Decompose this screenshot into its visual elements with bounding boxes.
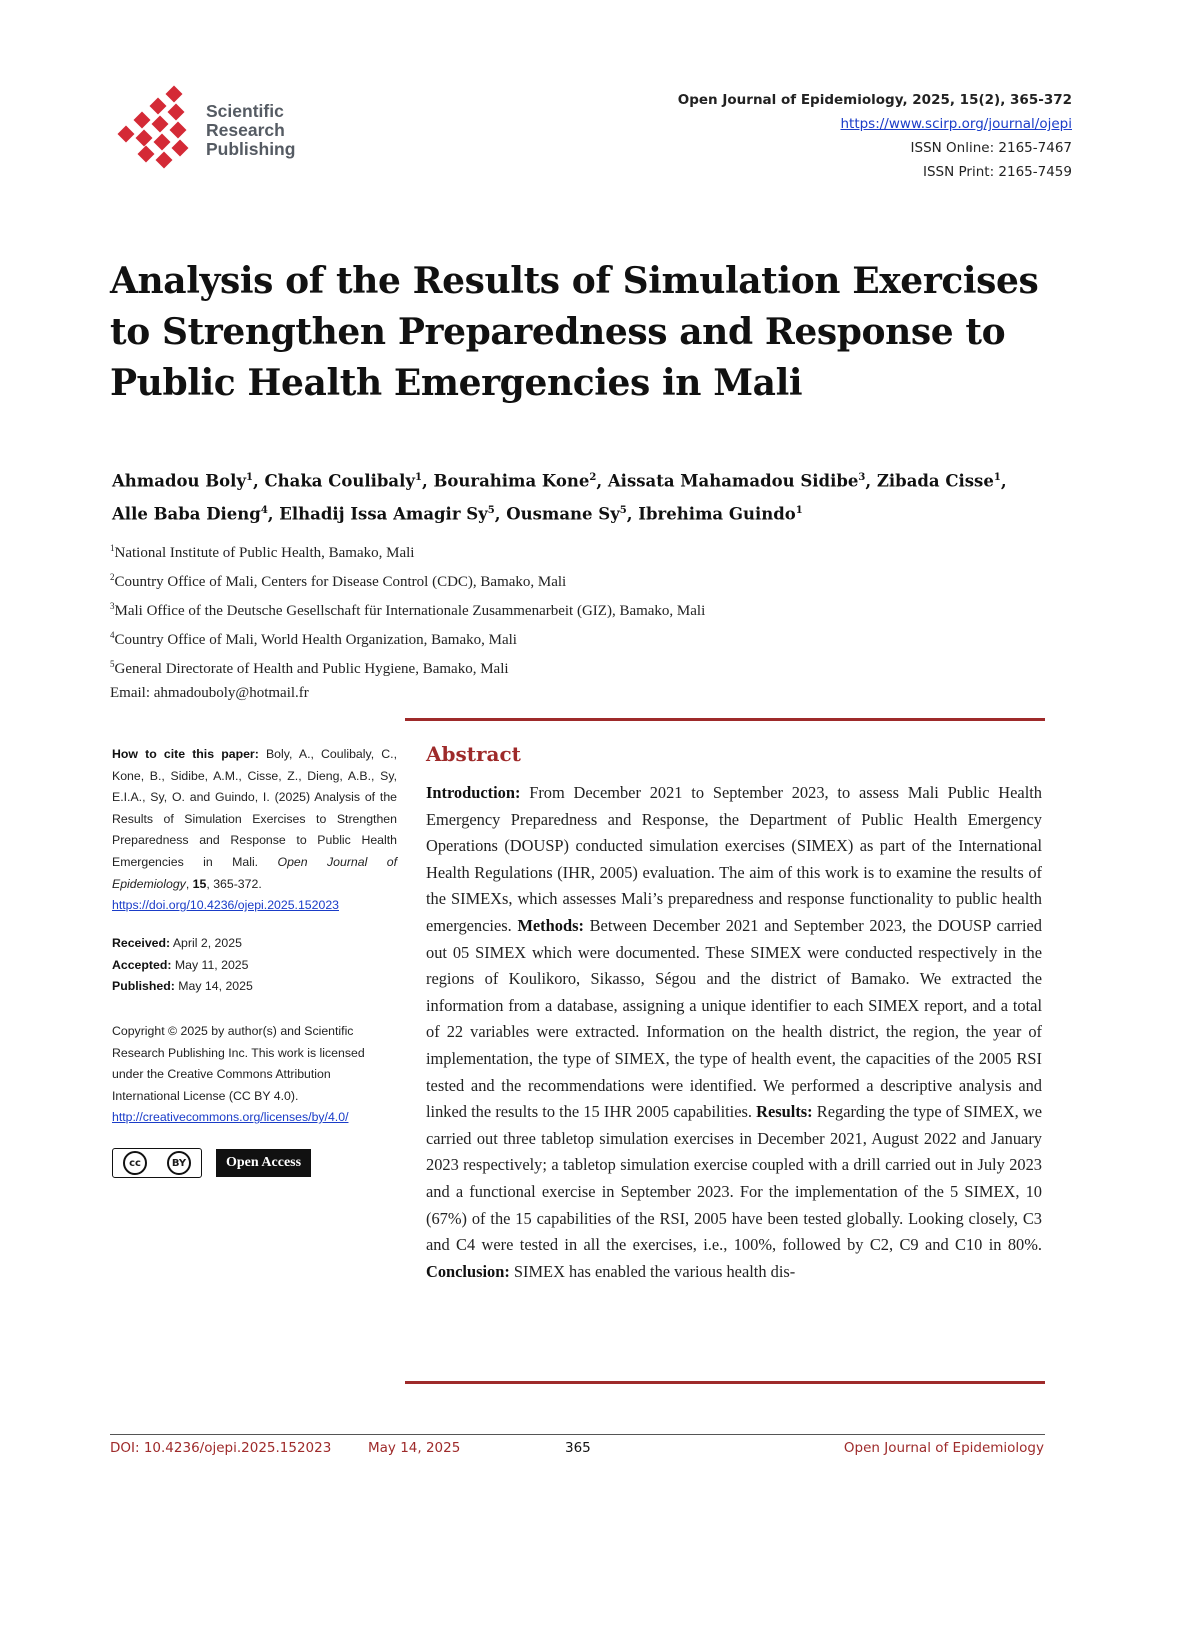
affiliation-text: Mali Office of the Deutsche Gesellschaft für Internationale Zusammenarbeit (GIZ), Bamako, Mali — [114, 603, 706, 619]
author-sup: 3 — [858, 472, 866, 483]
author-sup: 2 — [589, 472, 597, 483]
title-line: Public Health Emergencies in Mali — [110, 362, 803, 404]
issn-online: ISSN Online: 2165-7467 — [910, 140, 1072, 156]
author-sup: 5 — [487, 504, 495, 516]
footer-doi: DOI: 10.4236/ojepi.2025.152023 — [110, 1440, 332, 1456]
author-sup: 1 — [246, 472, 254, 483]
author-sup: 1 — [795, 504, 803, 516]
abstract-body — [426, 780, 1042, 1285]
cite-label: How to cite this paper: — [112, 747, 259, 761]
methods-text: Between December 2021 and September 2023, the DOUSP carried out 05 SIMEX which were documented. These SIMEX were conducted respectively in the regions of Koulikoro, Sikasso, Ségou and the district of Bamako. We extracted the information from a database, assigning a unique identifier to each SIMEX report, and a total of 22 variables were extracted. Information on the health district, the region, the year of implementation, the type of SIMEX, the type of health event, the capacities of the 2005 RSI tested and the recommendations were identified. We performed a descriptive analysis and linked the results to the 15 IHR 2005 capabilities. — [426, 915, 1043, 1122]
logo-diamonds-icon — [118, 86, 189, 169]
cite-text: Boly, A., Coulibaly, C., Kone, B., Sidibe, A.M., Cisse, Z., Dieng, A.B., Sy, E.I.A., Sy, O. and Guindo, I. (2025) Analysis of the Results of Simulation Exercises to Strengthen Preparedness and Response to Public Health Emergencies in Mali. — [112, 747, 397, 869]
affiliation-sup: 3 — [110, 601, 115, 611]
received-date: April 2, 2025 — [172, 936, 242, 950]
affiliation — [110, 565, 705, 594]
cite-pages: , 365-372. — [206, 876, 262, 891]
logo-line: Publishing — [206, 139, 296, 159]
methods-label: Methods: — [517, 915, 584, 935]
abstract-bottom-rule — [405, 1381, 1045, 1384]
affiliation-sup: 5 — [110, 659, 115, 669]
cite-doi-link[interactable]: https://doi.org/10.4236/ojepi.2025.152023 — [112, 898, 339, 913]
accepted-date: May 11, 2025 — [174, 957, 249, 972]
by-icon: BY — [167, 1151, 191, 1175]
conclusion-label: Conclusion: — [426, 1261, 510, 1281]
email-line: Email: ahmadouboly@hotmail.fr — [110, 685, 309, 701]
author-sup: 1 — [993, 472, 1001, 483]
author-list: Ahmadou Boly$^1$, Chaka Coulibaly$^1$, Bourahima Kone$^2$, Aissata Mahamadou Sidibe$^3$, Zibada Cisse$^1$, Alle Baba Dieng$^4$, Elhadij Issa Amagir Sy$^5$, Ousmane Sy$^5$, Ibrehima Guindo$^1$ — [112, 471, 1007, 523]
results-text: Regarding the type of SIMEX, we carried out three tabletop simulation exercises in December 2021, August 2022 and January 2023 respectively; a tabletop simulation exercise coupled with a drill carried out in July 2023 and a functional exercise in September 2023. For the implementation of the 5 SIMEX, 10 (67%) of the 15 capabilities of the RSI, 2005 have been tested globally. Looking closely, C3 and C4 were tested in all the exercises, i.e., 100%, followed by C2, C9 and C10 in 80%. — [426, 1102, 1042, 1255]
author-name: Zibada Cisse — [876, 471, 994, 491]
footer-journal: Open Journal of Epidemiology — [843, 1440, 1044, 1456]
author-name: Alle Baba Dieng — [112, 504, 261, 523]
logo-line: Scientific — [206, 101, 284, 121]
intro-label: Introduction: — [426, 783, 521, 802]
affiliation-sup: 1 — [110, 543, 115, 553]
affiliation-sup: 4 — [110, 630, 115, 640]
author-name: Elhadij Issa Amagir Sy — [279, 504, 488, 523]
license-badges — [112, 1148, 311, 1178]
published-date: May 14, 2025 — [178, 979, 253, 994]
cite-journal: Open Journal of Epidemiology — [112, 854, 397, 891]
affiliation-list — [110, 536, 705, 705]
received-label: Received: — [112, 936, 171, 950]
published-label: Published: — [112, 979, 175, 994]
cite-volume: 15 — [192, 876, 207, 891]
author-name: Ahmadou Boly — [112, 471, 247, 491]
affiliation-text: Country Office of Mali, Centers for Disease Control (CDC), Bamako, Mali — [114, 574, 567, 590]
author-sup: 1 — [414, 472, 422, 483]
author-name: Bourahima Kone — [433, 471, 590, 491]
author-name: Aissata Mahamadou Sidibe — [607, 471, 859, 491]
results-label: Results: — [756, 1102, 813, 1122]
footer-date: May 14, 2025 — [368, 1440, 461, 1456]
author-name: Chaka Coulibaly — [264, 471, 415, 491]
affiliation-text: Country Office of Mali, World Health Organization, Bamako, Mali — [114, 632, 517, 648]
cc-by-badge[interactable] — [112, 1148, 202, 1178]
abstract-top-rule — [405, 718, 1045, 721]
open-access-badge: Open Access — [216, 1149, 311, 1177]
conclusion-text: SIMEX has enabled the various health dis- — [513, 1261, 796, 1281]
issn-print: ISSN Print: 2165-7459 — [923, 164, 1072, 180]
publication-dates — [112, 933, 397, 998]
intro-text: From December 2021 to September 2023, to assess Mali Public Health Emergency Preparedness and Response, the Department of Public Health Emergency Operations (DOUSP) conducted simulation exercises (SIMEX) as part of the International Health Regulations (IHR, 2005) evaluation. The aim of this work is to examine the results of the SIMEXs, which assesses Mali’s preparedness and response functionality to public health emergencies. — [426, 783, 1042, 935]
author-name: Ousmane Sy — [506, 504, 620, 523]
copyright-notice — [112, 1021, 382, 1129]
affiliation — [110, 623, 705, 652]
logo-line: Research — [206, 120, 285, 140]
publisher-name — [206, 102, 295, 159]
affiliation — [110, 594, 705, 623]
journal-url-link[interactable]: https://www.scirp.org/journal/ojepi — [840, 116, 1072, 132]
abstract-heading: Abstract — [426, 742, 521, 766]
paper-title — [110, 256, 1090, 409]
affiliation-sup: 2 — [110, 572, 115, 582]
license-link[interactable]: http://creativecommons.org/licenses/by/4.0/ — [112, 1110, 349, 1125]
journal-header — [678, 88, 1072, 184]
affiliation-text: National Institute of Public Health, Bamako, Mali — [114, 545, 415, 561]
page-number: 365 — [565, 1440, 591, 1456]
title-line: to Strengthen Preparedness and Response to — [110, 311, 1006, 353]
accepted-label: Accepted: — [112, 957, 172, 972]
affiliation-text: General Directorate of Health and Public Hygiene, Bamako, Mali — [114, 661, 509, 677]
affiliation — [110, 652, 705, 681]
how-to-cite: How to cite this paper: Boly, A., Coulibaly, C., Kone, B., Sidibe, A.M., Cisse, Z., Dieng, A.B., Sy, E.I.A., Sy, O. and Guindo, I. (2025) Analysis of the Results of Simulation Exercises to Strengthen Preparedness and Response to Public Health Emergencies in Mali. Open Journal of Epidemiology, 15, 365-372. https://doi.org/10.4236/ojepi.2025.152023 — [112, 747, 397, 913]
author-sup: 5 — [619, 504, 627, 516]
title-line: Analysis of the Results of Simulation Exercises — [110, 260, 1039, 302]
author-name: Ibrehima Guindo — [638, 504, 796, 523]
cc-icon: cc — [123, 1151, 147, 1175]
affiliation — [110, 536, 705, 565]
journal-citation: Open Journal of Epidemiology, 2025, 15(2), 365-372 — [677, 92, 1072, 108]
footer-rule — [110, 1434, 1045, 1435]
copyright-text: Copyright © 2025 by author(s) and Scientific Research Publishing Inc. This work is licensed under the Creative Commons Attribution International License (CC BY 4.0). — [112, 1024, 365, 1103]
author-sup: 4 — [260, 504, 268, 516]
